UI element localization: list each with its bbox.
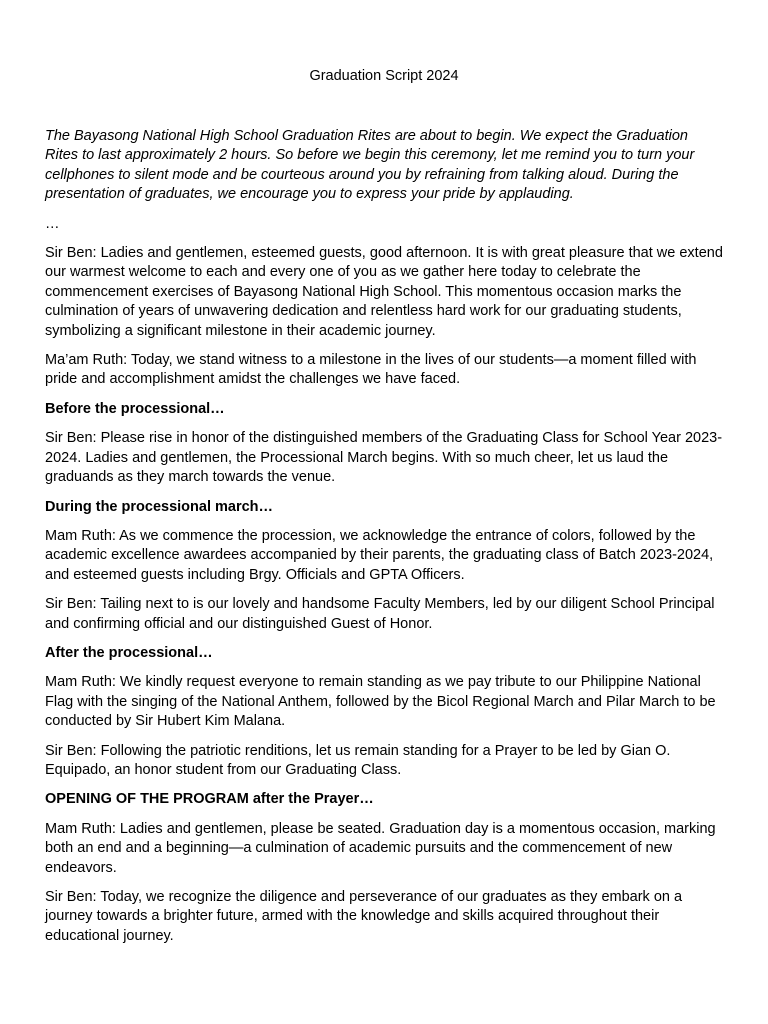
section-heading-during-processional: During the processional march… <box>45 498 274 515</box>
be-seated-paragraph: Mam Ruth: Ladies and gentlemen, please be seated. Graduation day is a momentous occasion, marking both an end and a beginning—a culmination of academic pursuits and the commencement of new endeavors. <box>45 820 716 876</box>
section-heading-after-processional: After the processional… <box>45 644 213 661</box>
national-anthem-paragraph: Mam Ruth: We kindly request everyone to remain standing as we pay tribute to our Philippine National Flag with the singing of the National Anthem, followed by the Bicol Regional March and Pilar March to be conducted by Sir Hubert Kim Malana. <box>45 674 716 730</box>
section-heading-opening-program: OPENING OF THE PROGRAM after the Prayer… <box>45 791 374 808</box>
ellipsis-paragraph: … <box>45 215 60 232</box>
procession-entrance-paragraph: Mam Ruth: As we commence the procession, we acknowledge the entrance of colors, followed by the academic excellence awardees accompanied by their parents, the graduating class of Batch 2023-2024, and esteemed guests including Brgy. Officials and GPTA Officers. <box>45 527 714 583</box>
milestone-paragraph: Ma’am Ruth: Today, we stand witness to a milestone in the lives of our students—a moment filled with pride and accomplishment amidst the challenges we have faced. <box>45 352 697 388</box>
welcome-paragraph: Sir Ben: Ladies and gentlemen, esteemed guests, good afternoon. It is with great pleasure that we extend our warmest welcome to each and every one of you as we gather here today to celebrate the commencement exercises of Bayasong National High School. This momentous occasion marks the culmination of years of unwavering dedication and relentless hard work for our graduating students, symbolizing a significant milestone in their academic journey. <box>45 245 723 339</box>
intro-paragraph: The Bayasong National High School Graduation Rites are about to begin. We expect the Graduation Rites to last approximately 2 hours. So before we begin this ceremony, let me remind you to turn your cellphones to silent mode and be courteous around you by refraining from talking aloud. During the presentation of graduates, we encourage you to express your pride by applauding. <box>45 128 695 203</box>
prayer-paragraph: Sir Ben: Following the patriotic renditions, let us remain standing for a Prayer to be led by Gian O. Equipado, an honor student from our Graduating Class. <box>45 742 671 778</box>
document-title: Graduation Script 2024 <box>309 68 459 84</box>
document-body <box>45 127 725 956</box>
graduates-recognition-paragraph: Sir Ben: Today, we recognize the diligence and perseverance of our graduates as they embark on a journey towards a brighter future, armed with the knowledge and skills acquired throughout their educational journey. <box>45 889 683 944</box>
faculty-paragraph: Sir Ben: Tailing next to is our lovely and handsome Faculty Members, led by our diligent School Principal and confirming official and our distinguished Guest of Honor. <box>45 596 715 632</box>
processional-begin-paragraph: Sir Ben: Please rise in honor of the distinguished members of the Graduating Class for School Year 2023-2024. Ladies and gentlemen, the Processional March begins. With so much cheer, let us laud the graduands as they march towards the venue. <box>45 430 723 486</box>
section-heading-before-processional: Before the processional… <box>45 400 225 417</box>
